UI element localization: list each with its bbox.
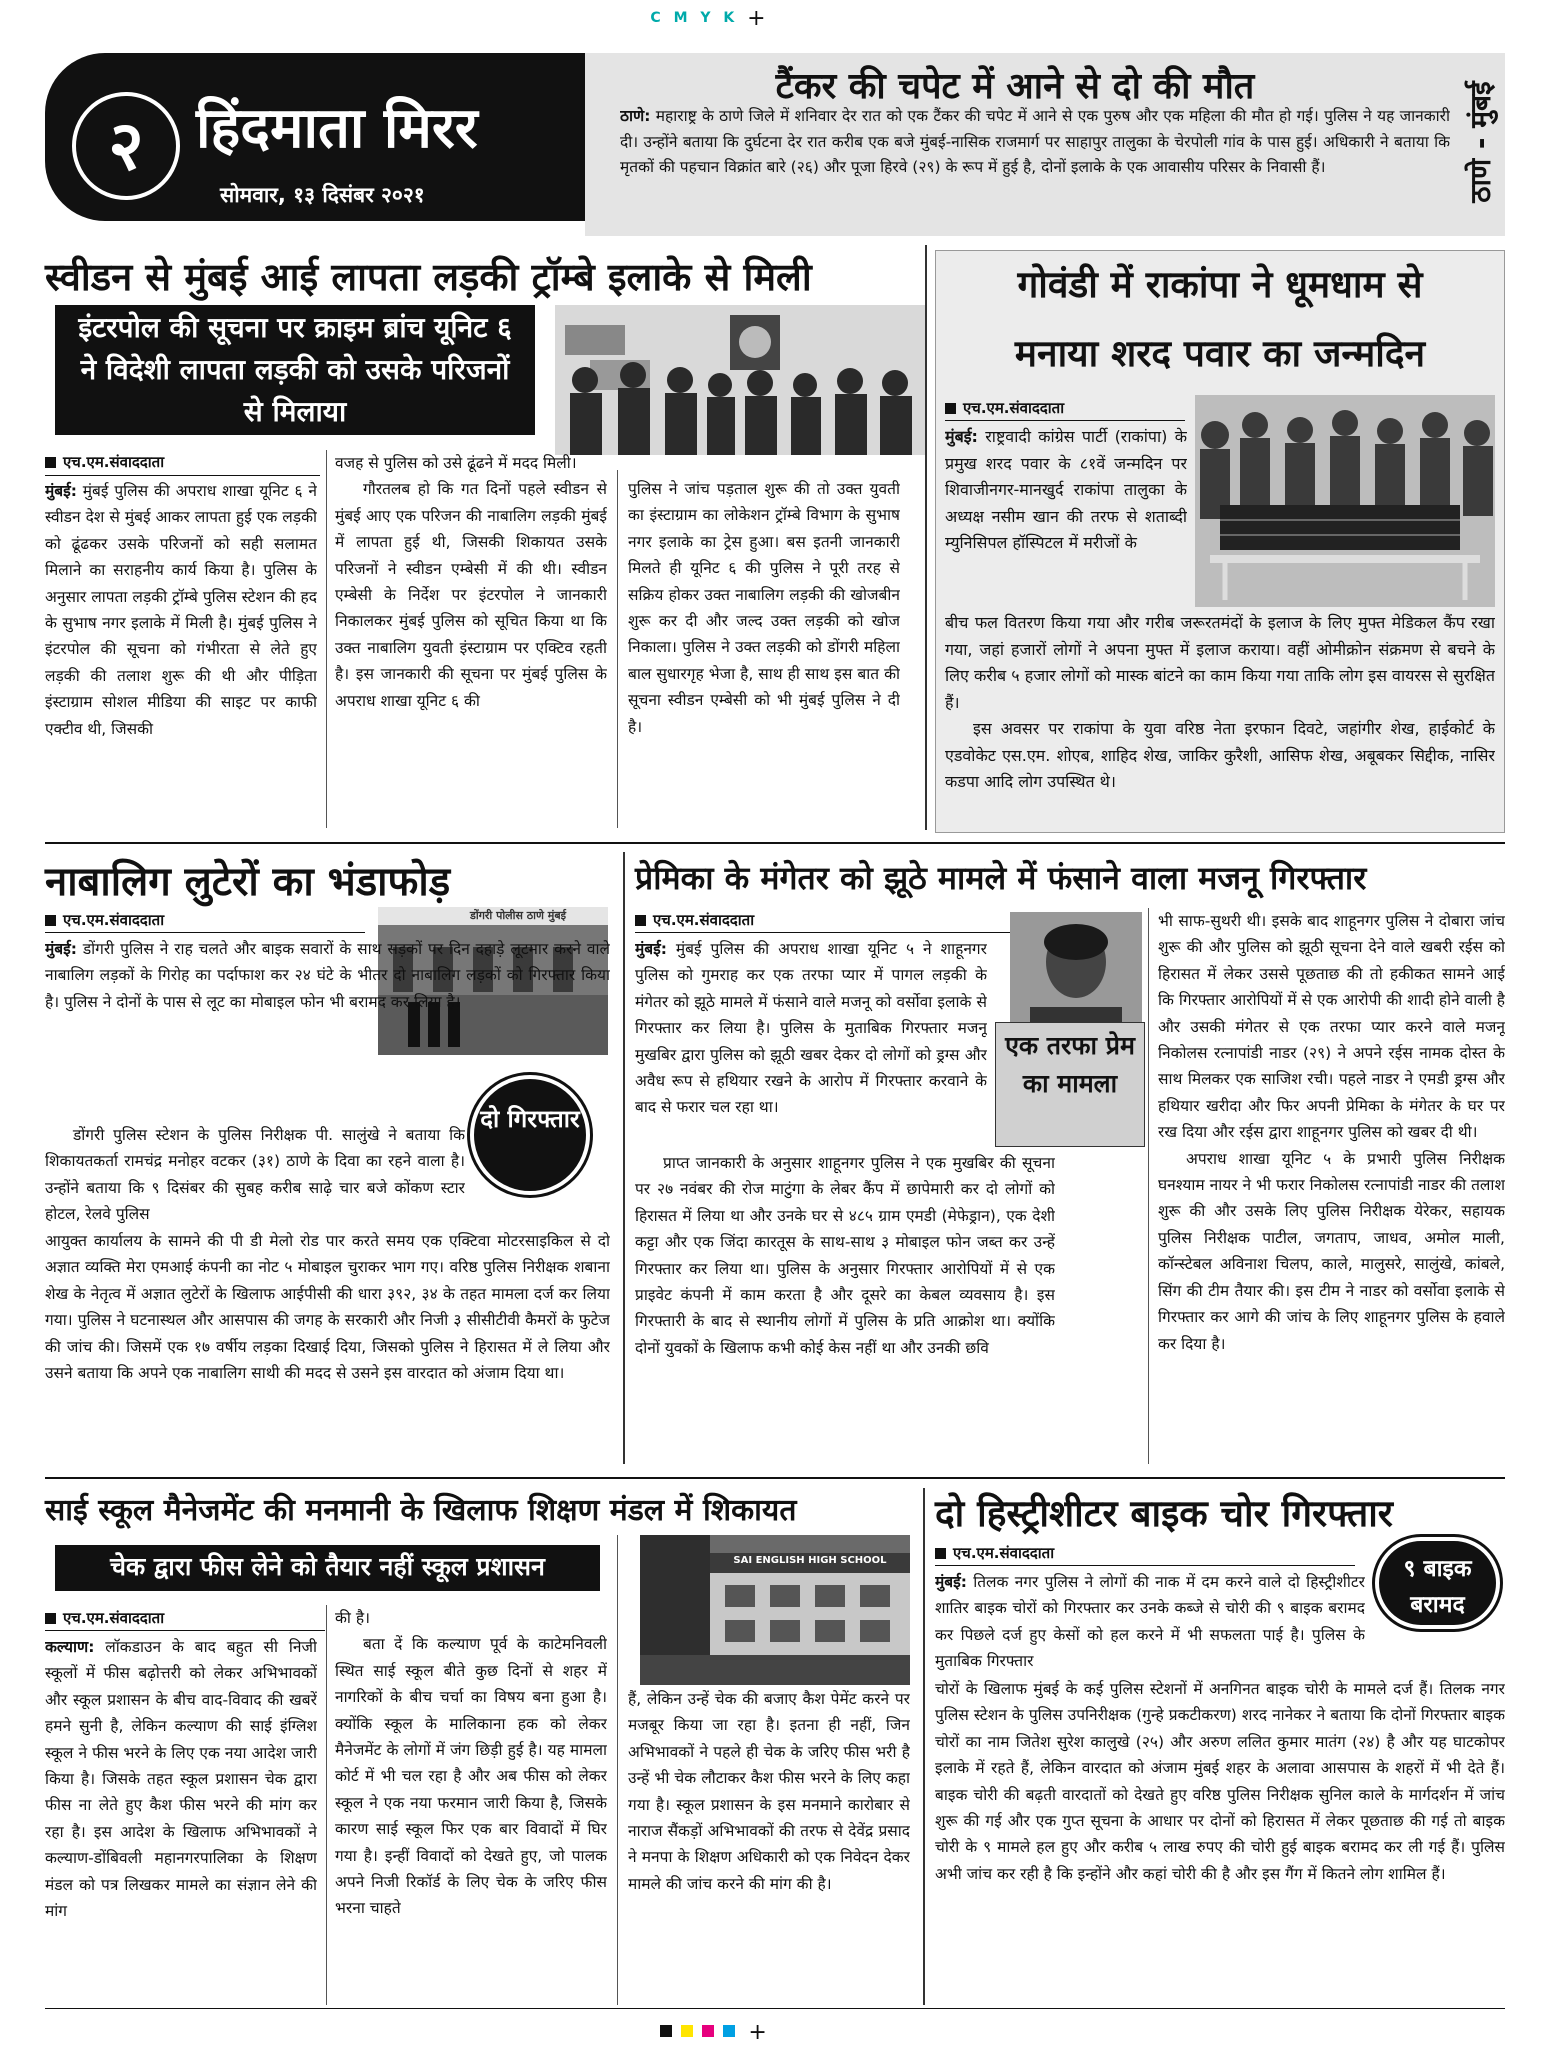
- govandi-byline: एच.एम.संवाददाता: [945, 398, 1185, 418]
- section-rule-2: [45, 1477, 1505, 1479]
- bikethief-headline: दो हिस्ट्रीशीटर बाइक चोर गिरफ्तार: [935, 1492, 1393, 1535]
- robbers-para-1: डोंगरी पुलिस ने राह चलते और बाइक सवारों के साथ सड़कों पर दिन दहाड़े लूटमार करने वाले नाबालिग लड़कों के गिरोह का पर्दाफाश कर २४ घंटे के भीतर दो नाबालिग लड़कों को गिरफ्तार किया है। पुलिस ने दोनों के पास से लूट का मोबाइल फोन भी बरामद कर लिया है।: [45, 940, 610, 1011]
- majnu-byline: एच.एम.संवाददाता: [635, 910, 835, 930]
- robbers-col-3: [45, 1228, 610, 1464]
- bikethief-badge-text: ९ बाइक बरामद: [1403, 1556, 1472, 1618]
- school-col-1-text: लॉकडाउन के बाद बहुत सी निजी स्कूलों में फीस बढ़ोत्तरी को लेकर अभिभावकों और स्कूल प्रशासन के बीच वाद-विवाद की खबरें हमने सुनी है, लेकिन कल्याण की साई इंग्लिश स्कूल ने फीस भरने के लिए एक नया आदेश जारी किया है। जिसके तहत स्कूल प्रशासन चेक द्वारा फीस ना लेते हुए कैश फीस भरने की मांग कर रहा है। इस आदेश के खिलाफ अभिभावकों ने कल्याण-डोंबिवली महानगरपालिका के शिक्षण मंडल को पत्र लिखकर मामले का संज्ञान लेने की मांग: [45, 1638, 317, 1921]
- crosshair-icon: +: [747, 6, 770, 31]
- govandi-col-wide: [945, 610, 1495, 825]
- robbers-byline-rule: [45, 932, 365, 933]
- robbers-para-2: डोंगरी पुलिस स्टेशन के पुलिस निरीक्षक पी. सालुंखे ने बताया कि शिकायतकर्ता रामचंद्र मनोहर वटकर (३१) ठाणे के दिवा का रहने वाला है। उन्होंने बताया कि ९ दिसंबर की सुबह करीब साढ़े चार बजे कोंकण स्टार होटल, रेलवे पुलिस: [45, 1126, 465, 1224]
- majnu-col-2b-text: अपराध शाखा यूनिट ५ के प्रभारी पुलिस निरीक्षक घनश्याम नायर ने भी फरार निकोलस रत्नापांडी नाडर की तलाश शुरू की और उसके लिए पुलिस निरीक्षक येरेकर, सहायक पुलिस निरीक्षक पाटील, जगताप, जाधव, अमोल माली, कॉन्स्टेबल अविनाश चिलप, काले, मालुसरे, सालुंखे, कांबले, सिंग की टीम तैयार की। इस टीम ने नाडर को वर्सोवा इलाके से गिरफ्तार कर आगे की जांच के लिए शाहूनगर पुलिस के हवाले कर दिया है।: [1158, 1149, 1505, 1353]
- school-byline-rule: [45, 1630, 325, 1631]
- sweden-col-2a: वजह से पुलिस को उसे ढूंढने में मदद मिली।: [335, 454, 577, 472]
- masthead-title: हिंदमाता मिरर: [196, 96, 478, 161]
- majnu-dateline: मुंबई:: [635, 940, 667, 958]
- sweden-col-1: [45, 478, 317, 830]
- robbers-dateline: मुंबई:: [45, 940, 77, 958]
- page-number-circle: [72, 92, 180, 200]
- govandi-headline-line-1: गोवंडी में राकांपा ने धूमधाम से: [1017, 263, 1423, 306]
- sweden-dateline: मुंबई:: [45, 482, 77, 500]
- school-col-3: [628, 1686, 910, 2004]
- masthead-date: सोमवार, १३ दिसंबर २०२१: [220, 183, 425, 207]
- school-photo-sign: SAI ENGLISH HIGH SCHOOL: [733, 1555, 887, 1566]
- sweden-col-divider-2: [617, 470, 618, 828]
- majnu-col-1b: [635, 1150, 1055, 1462]
- school-dateline: कल्याण:: [45, 1638, 95, 1656]
- majnu-byline-rule: [635, 932, 1030, 933]
- cmyk-label: C M Y K: [650, 10, 739, 26]
- school-col-divider-2: [617, 1535, 618, 2005]
- column-divider-top: [925, 245, 927, 830]
- bikethief-col-wide: [935, 1676, 1505, 2006]
- robbers-col-2: [45, 1122, 465, 1232]
- color-swatch-black: [660, 2025, 672, 2037]
- tanker-body: [620, 104, 1450, 232]
- sweden-col-1-text: मुंबई पुलिस की अपराध शाखा यूनिट ६ ने स्वीडन देश से मुंबई आकर लापता हुई एक लड़की को ढूंढकर उसके परिजनों को सही सलामत मिलाने का सराहनीय कार्य किया है। पुलिस के अनुसार लापता लड़की ट्रॉम्बे पुलिस स्टेशन की हद के सुभाष नगर इलाके में मिली है। मुंबई पुलिस ने इंटरपोल की सूचना को गंभीरता से लेते हुए लड़की की तलाश शुरू की थी और पीड़िता इंस्टाग्राम सोशल मीडिया की साइट पर काफी एक्टीव थी, जिसकी: [45, 482, 317, 738]
- bikethief-byline-rule: [935, 1565, 1355, 1566]
- majnu-col-2: [1158, 908, 1505, 1464]
- tanker-text: महाराष्ट्र के ठाणे जिले में शनिवार देर रात को एक टैंकर की चपेट में आने से एक पुरुष और एक महिला की मौत हो गई। पुलिस ने यह जानकारी दी। उन्होंने बताया कि दुर्घटना देर रात करीब एक बजे मुंबई-नासिक राजमार्ग पर साहापुर तालुका के चेरपोली गांव के पास हुई। अधिकारी ने बताया कि मृतकों की पहचान विक्रांत बारे (२६) और पूजा हिरवे (२९) के रूप में हुई है, दोनों इलाके के एक आवासीय परिसर के निवासी हैं।: [620, 107, 1450, 176]
- section-rule-1: [45, 842, 1505, 844]
- school-photo: [640, 1535, 910, 1685]
- robbers-headline: नाबालिग लुटेरों का भंडाफोड़: [45, 859, 451, 905]
- school-byline: एच.एम.संवाददाता: [45, 1608, 325, 1628]
- robbers-badge: [470, 1075, 590, 1195]
- majnu-col-1-text: मुंबई पुलिस की अपराध शाखा यूनिट ५ ने शाहूनगर पुलिस को गुमराह कर एक तरफा प्यार में पागल लड़की के मंगेतर को झूठे मामले में फंसाने वाले मजनू को वर्सोवा इलाके से गिरफ्तार कर लिया है। पुलिस के मुताबिक गिरफ्तार मजनू मुखबिर द्वारा पुलिस को झूठी खबर देकर दो लोगों को ड्रग्स और अवैध रूप से हथियार रखने के आरोप में गिरफ्तार करवाने के बाद से फरार चल रहा था।: [635, 940, 987, 1117]
- sweden-col-2: [335, 450, 607, 830]
- bikethief-byline: एच.एम.संवाददाता: [935, 1543, 1155, 1563]
- sweden-col-divider-1: [326, 450, 327, 828]
- sweden-subhead: [55, 305, 535, 435]
- sweden-headline: स्वीडन से मुंबई आई लापता लड़की ट्रॉम्बे इलाके से मिली: [45, 255, 812, 299]
- majnu-col-1: [635, 936, 987, 1156]
- govandi-dateline: मुंबई:: [945, 427, 978, 446]
- govandi-photo: [1195, 395, 1495, 607]
- tanker-dateline: ठाणे:: [620, 107, 651, 125]
- majnu-photo-caption: एक तरफा प्रेम का मामला: [1005, 1031, 1135, 1098]
- color-swatch-yellow: [681, 2025, 693, 2037]
- govandi-narrow-text: राष्ट्रवादी कांग्रेस पार्टी (राकांपा) के प्रमुख शरद पवार के ८१वें जन्मदिन पर शिवाजीनगर-मानखुर्द राकांपा तालुका के अध्यक्ष नसीम खान की तरफ से शताब्दी म्युनिसिपल हॉस्पिटल में मरीजों के: [945, 427, 1187, 552]
- bikethief-dateline: मुंबई:: [935, 1573, 967, 1591]
- sweden-byline: एच.एम.संवाददाता: [45, 452, 345, 472]
- bikethief-wide-text: चोरों के खिलाफ मुंबई के कई पुलिस स्टेशनों में अनगिनत बाइक चोरी के मामले दर्ज हैं। तिलक नगर पुलिस स्टेशन के पुलिस उपनिरीक्षक (गुन्हे प्रकटीकरण) शरद नानेकर ने बताया कि दोनों गिरफ्तार बाइक चोरों का नाम जितेश सुरेश कालुखे (२५) और अरुण ललित कुमार मातंग (२४) है और यह घाटकोपर इलाके में रहते हैं, लेकिन वारदात को अंजाम मुंबई शहर के अलावा आसपास के शहरों में भी देते हैं। बाइक चोरी की बढ़ती वारदातों को देखते हुए वरिष्ठ पुलिस निरीक्षक सुनिल काले के मार्गदर्शन में जांच शुरू की गई और एक गुप्त सूचना के आधार पर दोनों को हिरासत में लेकर पूछताछ की गई तो बाइक चोरी के ९ मामले हल हुए और करीब ५ लाख रुपए की चोरी हुई बाइक बरामद कर ली गई हैं। पुलिस अभी जांच कर रही है कि इन्होंने और कहां चोरी की है और इस गैंग में कितने लोग शामिल हैं।: [935, 1680, 1505, 1883]
- govandi-byline-rule: [945, 420, 1185, 421]
- robbers-badge-text: दो गिरफ्तार: [480, 1105, 580, 1133]
- school-col-2b: बता दें कि कल्याण पूर्व के काटेमनिवली स्थित साई स्कूल बीते कुछ दिनों से शहर में नागरिकों के बीच चर्चा का विषय बना हुआ है। क्योंकि स्कूल के मालिकाना हक को लेकर मैनेजमेंट के लोगों में जंग छिड़ी हुई है। यह मामला कोर्ट में भी चल रहा है और अब फीस को लेकर स्कूल ने एक नया फरमान जारी किया है, जिसके कारण साई स्कूल फिर एक बार विवादों में घिर गया है। इन्हीं विवादों को देखते हुए, जो पालक अपने निजी रिकॉर्ड के लिए चेक के जरिए फीस भरना चाहते: [335, 1635, 607, 1918]
- column-divider-bottom: [923, 1488, 925, 2005]
- column-divider-mid: [623, 852, 625, 1464]
- sweden-subhead-text: इंटरपोल की सूचना पर क्राइम ब्रांच यूनिट ६ ने विदेशी लापता लड़की को उसके परिजनों से मिलाया: [78, 311, 512, 428]
- majnu-headline: प्रेमिका के मंगेतर को झूठे मामले में फंसाने वाला मजनू गिरफ्तार: [635, 859, 1367, 897]
- crowd-photo-illustration: [1195, 395, 1495, 607]
- robbers-photo-sign: डोंगरी पोलीस ठाणे मुंबई: [469, 909, 567, 922]
- school-subhead: [55, 1545, 600, 1591]
- school-col-divider-1: [326, 1605, 327, 2005]
- robbers-byline: एच.एम.संवाददाता: [45, 910, 365, 930]
- majnu-col-divider: [1148, 908, 1149, 1464]
- school-subhead-text: चेक द्वारा फीस लेने को तैयार नहीं स्कूल प्रशासन: [110, 1552, 545, 1581]
- tanker-headline: टैंकर की चपेट में आने से दो की मौत: [775, 66, 1255, 107]
- page-bottom-rule: [45, 2008, 1505, 2009]
- color-bar: [660, 2020, 780, 2045]
- bikethief-badge: [1375, 1537, 1500, 1629]
- sweden-col-3-text: पुलिस ने जांच पड़ताल शुरू की तो उक्त युवती का इंस्टाग्राम का लोकेशन ट्रॉम्बे विभाग के सुभाष नगर इलाके का ट्रेस हुआ। बस इतनी जानकारी मिलते ही यूनिट ६ की पुलिस ने पूरी तरह से सक्रिय होकर उक्त नाबालिग लड़की की खोजबीन शुरू कर दी और जल्द उक्त लड़की को खोज निकाला। पुलिस ने उक्त लड़की को डोंगरी महिला बाल सुधारगृह भेजा है, साथ ही साथ इस बात की सूचना स्वीडन एम्बेसी को भी मुंबई पुलिस ने दी है।: [628, 480, 900, 736]
- cmyk-registration-mark: [640, 6, 780, 31]
- govandi-wide-text-2: इस अवसर पर राकांपा के युवा वरिष्ठ नेता इरफान दिवटे, जहांगीर शेख, हाईकोर्ट के एडवोकेट एस.एम. शोएब, शाहिद शेख, जाकिर कुरैशी, आसिफ शेख, अबूबकर सिद्दीक, नासिर कडपा आदि लोग उपस्थित थे।: [945, 719, 1495, 791]
- color-swatch-cyan: [723, 2025, 735, 2037]
- sweden-col-3: [628, 476, 900, 830]
- govandi-col-narrow: [945, 424, 1187, 610]
- group-photo-illustration: [555, 305, 925, 455]
- majnu-col-2-text: भी साफ-सुथरी थी। इसके बाद शाहूनगर पुलिस ने दोबारा जांच शुरू की और पुलिस को झूठी सूचना देने वाले खबरी रईस को हिरासत में लेकर उससे पूछताछ की तो हकीकत सामने आई कि गिरफ्तार आरोपियों में से एक आरोपी की शादी होने वाली है और उसकी मंगेतर से एक तरफा प्यार करने वाले मजनू निकोलस रत्नापांडी नाडर (२९) ने अपने रईस नामक दोस्त के साथ मिलकर एक साजिश रची। पहले नाडर ने एमडी ड्रग्स और हथियार खरीदा और फिर अपनी प्रेमिका के मंगेतर के घर पर रख दिया और रईस द्वारा शाहूनगर पुलिस को खबर दी थी।: [1158, 912, 1505, 1142]
- sweden-photo: [555, 305, 925, 455]
- school-col-1: [45, 1634, 317, 2004]
- bikethief-col-narrow: [935, 1569, 1365, 1677]
- govandi-headline-line-2: मनाया शरद पवार का जन्मदिन: [1014, 332, 1426, 375]
- govandi-wide-text: बीच फल वितरण किया गया और गरीब जरूरतमंदों के इलाज के लिए मुफ्त मेडिकल कैंप रखा गया, जहां हजारों लोगों ने अपना मुफ्त में इलाज कराया। वहीं ओमीक्रोन संक्रमण से बचने के लिए करीब ५ हजार लोगों को मास्क बांटने का काम किया गया ताकि लोग इस वायरस से सुरक्षित हैं।: [945, 613, 1495, 712]
- majnu-col-1b-text: प्राप्त जानकारी के अनुसार शाहूनगर पुलिस ने एक मुखबिर की सूचना पर २७ नवंबर की रोज माटुंगा के लेबर कैंप में छापेमारी कर दो लोगों को हिरासत में लिया था और उनके घर से ४८५ ग्राम एमडी (मेफेड्रान), एक देशी कट्टा और एक जिंदा कारतूस के साथ-साथ ३ मोबाइल फोन जब्त कर उन्हें गिरफ्तार कर लिया था। पुलिस के अनुसार गिरफ्तार आरोपियों में से एक प्राइवेट कंपनी में काम करता है और दूसरे का केबल व्यवसाय है। इस गिरफ्तारी के बाद से स्थानीय लोगों में पुलिस के प्रति आक्रोश था। क्योंकि दोनों युवकों के खिलाफ कभी कोई केस नहीं था और उनकी छवि: [635, 1154, 1055, 1357]
- page-number: २: [108, 107, 144, 186]
- color-swatch-magenta: [702, 2025, 714, 2037]
- school-col-3-text: हैं, लेकिन उन्हें चेक की बजाए कैश पेमेंट करने पर मजबूर किया जा रहा है। इतना ही नहीं, जिन अभिभावकों ने पहले ही चेक के जरिए फीस भरी है उन्हें भी चेक लौटाकर कैश फीस भरने के लिए कहा गया है। स्कूल प्रशासन के इस मनमाने कारोबार से नाराज सैंकड़ों अभिभावकों की तरफ से देवेंद्र प्रसाद ने मनपा के शिक्षण अधिकारी को एक निवेदन देकर मामले की जांच करने की मांग की है।: [628, 1690, 910, 1893]
- sweden-byline-rule: [45, 475, 320, 476]
- school-col-2a: की है।: [335, 1609, 370, 1627]
- school-headline: साई स्कूल मैनेजमेंट की मनमानी के खिलाफ शिक्षण मंडल में शिकायत: [45, 1493, 797, 1528]
- section-label-text: ठाणे - मुंबई: [1464, 81, 1497, 203]
- bikethief-narrow-text: तिलक नगर पुलिस ने लोगों की नाक में दम करने वाले दो हिस्ट्रीशीटर शातिर बाइक चोरों को गिरफ्तार कर उनके कब्जे से चोरी की ९ बाइक बरामद कर पिछले दर्ज हुए केसों को हल करने में भी सफलता पाई है। पुलिस के मुताबिक गिरफ्तार: [935, 1573, 1365, 1671]
- sweden-col-2b: गौरतलब हो कि गत दिनों पहले स्वीडन से मुंबई आए एक परिजन की नाबालिग लड़की मुंबई में लापता हुई थी, जिसकी शिकायत उसके परिजनों ने स्वीडन एम्बेसी में की थी। स्वीडन एम्बेसी के निर्देश पर इंटरपोल ने जानकारी निकालकर मुंबई पुलिस को सूचित किया था कि उक्त नाबालिग युवती इंस्टाग्राम पर एक्टिव रहती है। इस जानकारी की सूचना पर मुंबई पुलिस के अपराध शाखा यूनिट ६ की: [335, 480, 607, 710]
- school-col-2: [335, 1605, 607, 2005]
- robbers-para-3: आयुक्त कार्यालय के सामने की पी डी मेलो रोड पार करते समय एक एक्टिवा मोटरसाइकिल से दो अज्ञात व्यक्ति मेरा एमआई कंपनी का नोट ५ मोबाइल चुराकर भाग गए। वरिष्ठ पुलिस निरीक्षक शबाना शेख के नेतृत्व में अज्ञात लुटेरों के खिलाफ आईपीसी की धारा ३९२, ३४ के तहत मामला दर्ज कर लिया गया। पुलिस ने घटनास्थल और आसपास की जगह के सरकारी और निजी ३ सीसीटीवी कैमरों के फुटेज की जांच की। जिसमें एक १७ वर्षीय लड़का दिखाई दिया, जिसको पुलिस ने हिरासत में ले लिया और उसने बताया कि अपने एक नाबालिग साथी की मदद से उसने इस वारदात को अंजाम दिया था।: [45, 1232, 610, 1383]
- section-label: [1460, 58, 1500, 228]
- crosshair-icon-bottom: +: [748, 2020, 767, 2045]
